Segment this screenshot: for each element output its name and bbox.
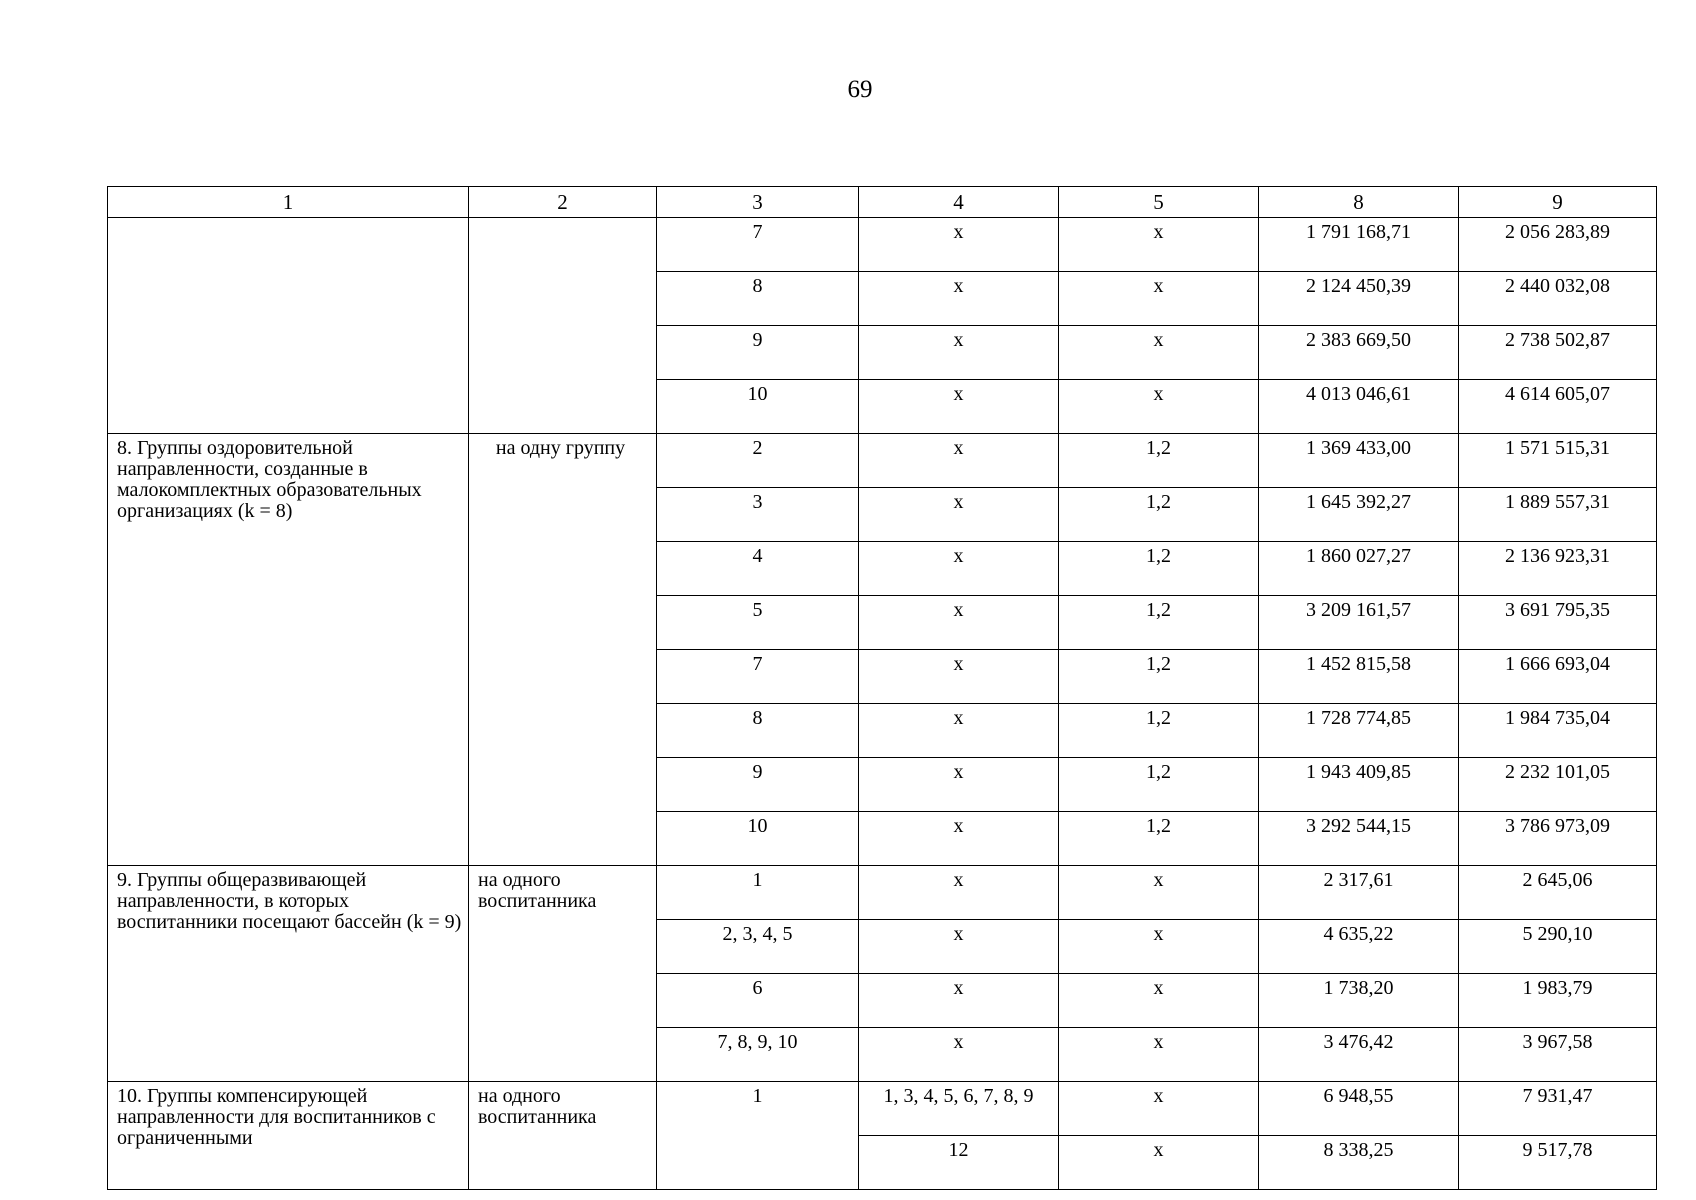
- cell-c9: 3 691 795,35: [1459, 596, 1657, 650]
- cell-c8: 1 791 168,71: [1259, 218, 1459, 272]
- cell-c5: 1,2: [1059, 704, 1259, 758]
- cell-c3: 2: [657, 434, 859, 488]
- cell-c8: 4 635,22: [1259, 920, 1459, 974]
- cell-c9: 1 666 693,04: [1459, 650, 1657, 704]
- cell-c4: 12: [859, 1136, 1059, 1190]
- cell-c4: x: [859, 326, 1059, 380]
- cell-c3: 2, 3, 4, 5: [657, 920, 859, 974]
- cell-c4: x: [859, 650, 1059, 704]
- table-row: [108, 218, 1657, 272]
- cell-c9: 3 967,58: [1459, 1028, 1657, 1082]
- cell-c8: 2 383 669,50: [1259, 326, 1459, 380]
- cell-c9: 5 290,10: [1459, 920, 1657, 974]
- table-row: [108, 866, 1657, 920]
- cell-c5: x: [1059, 380, 1259, 434]
- cell-c9: 1 889 557,31: [1459, 488, 1657, 542]
- cell-c5: x: [1059, 326, 1259, 380]
- cell-c4: x: [859, 1028, 1059, 1082]
- cell-c3: 6: [657, 974, 859, 1028]
- data-table: [107, 186, 1657, 1190]
- cell-c9: 9 517,78: [1459, 1136, 1657, 1190]
- cell-c4: x: [859, 974, 1059, 1028]
- group-label-cell: 8. Группы оздоровительной направленности, созданные в малокомплектных образовательных организациях (k = 8): [108, 434, 469, 866]
- cell-c8: 1 369 433,00: [1259, 434, 1459, 488]
- cell-c3: 4: [657, 542, 859, 596]
- cell-c3: 1: [657, 866, 859, 920]
- column-header: 9: [1459, 187, 1657, 218]
- cell-c3: 10: [657, 380, 859, 434]
- cell-c8: 1 738,20: [1259, 974, 1459, 1028]
- cell-c4: x: [859, 218, 1059, 272]
- unit-cell: на одного воспитанника: [469, 866, 657, 1082]
- cell-c8: 2 124 450,39: [1259, 272, 1459, 326]
- cell-c9: 2 645,06: [1459, 866, 1657, 920]
- column-header: 4: [859, 187, 1059, 218]
- cell-c8: 1 452 815,58: [1259, 650, 1459, 704]
- unit-cell: [469, 218, 657, 434]
- cell-c4: 1, 3, 4, 5, 6, 7, 8, 9: [859, 1082, 1059, 1136]
- column-header: 2: [469, 187, 657, 218]
- unit-cell: на одну группу: [469, 434, 657, 866]
- cell-c8: 1 943 409,85: [1259, 758, 1459, 812]
- cell-c3: 9: [657, 758, 859, 812]
- cell-c5: x: [1059, 974, 1259, 1028]
- cell-c4: x: [859, 812, 1059, 866]
- cell-c5: x: [1059, 1082, 1259, 1136]
- cell-c9: 1 571 515,31: [1459, 434, 1657, 488]
- cell-c3: 8: [657, 704, 859, 758]
- cell-c4: x: [859, 434, 1059, 488]
- cell-c8: 6 948,55: [1259, 1082, 1459, 1136]
- cell-c4: x: [859, 920, 1059, 974]
- cell-c5: x: [1059, 1028, 1259, 1082]
- cell-c8: 8 338,25: [1259, 1136, 1459, 1190]
- cell-c8: 4 013 046,61: [1259, 380, 1459, 434]
- cell-c8: 3 292 544,15: [1259, 812, 1459, 866]
- cell-c5: 1,2: [1059, 434, 1259, 488]
- cell-c5: x: [1059, 866, 1259, 920]
- cell-c4: x: [859, 704, 1059, 758]
- cell-c3: 9: [657, 326, 859, 380]
- cell-c4: x: [859, 488, 1059, 542]
- column-header: 5: [1059, 187, 1259, 218]
- unit-cell: на одного воспитанника: [469, 1082, 657, 1190]
- cell-c5: 1,2: [1059, 650, 1259, 704]
- cell-c3: 7: [657, 650, 859, 704]
- cell-c3: 7, 8, 9, 10: [657, 1028, 859, 1082]
- group-label-cell: 10. Группы компенсирующей направленности для воспитанников с ограниченными: [108, 1082, 469, 1190]
- table-row: [108, 1082, 1657, 1136]
- cell-c8: 1 860 027,27: [1259, 542, 1459, 596]
- cell-c8: 1 728 774,85: [1259, 704, 1459, 758]
- cell-c5: x: [1059, 218, 1259, 272]
- cell-c5: 1,2: [1059, 542, 1259, 596]
- cell-c3: 1: [657, 1082, 859, 1190]
- cell-c3: 5: [657, 596, 859, 650]
- cell-c8: 3 476,42: [1259, 1028, 1459, 1082]
- column-header: 1: [108, 187, 469, 218]
- page-number: 69: [847, 76, 873, 103]
- table-header-row: [108, 187, 1657, 218]
- cell-c9: 1 984 735,04: [1459, 704, 1657, 758]
- cell-c5: 1,2: [1059, 488, 1259, 542]
- cell-c8: 1 645 392,27: [1259, 488, 1459, 542]
- cell-c3: 7: [657, 218, 859, 272]
- cell-c4: x: [859, 542, 1059, 596]
- group-label-cell: [108, 218, 469, 434]
- table-row: [108, 434, 1657, 488]
- cell-c5: x: [1059, 1136, 1259, 1190]
- cell-c9: 4 614 605,07: [1459, 380, 1657, 434]
- cell-c9: 2 738 502,87: [1459, 326, 1657, 380]
- column-header: 3: [657, 187, 859, 218]
- cell-c4: x: [859, 380, 1059, 434]
- cell-c5: 1,2: [1059, 812, 1259, 866]
- cell-c9: 2 136 923,31: [1459, 542, 1657, 596]
- column-header: 8: [1259, 187, 1459, 218]
- cell-c4: x: [859, 758, 1059, 812]
- cell-c5: x: [1059, 272, 1259, 326]
- cell-c3: 8: [657, 272, 859, 326]
- cell-c8: 2 317,61: [1259, 866, 1459, 920]
- cell-c3: 3: [657, 488, 859, 542]
- cell-c9: 2 056 283,89: [1459, 218, 1657, 272]
- cell-c4: x: [859, 596, 1059, 650]
- cell-c4: x: [859, 866, 1059, 920]
- cell-c9: 3 786 973,09: [1459, 812, 1657, 866]
- cell-c9: 7 931,47: [1459, 1082, 1657, 1136]
- cell-c9: 2 440 032,08: [1459, 272, 1657, 326]
- cell-c8: 3 209 161,57: [1259, 596, 1459, 650]
- group-label-cell: 9. Группы общеразвивающей направленности, в которых воспитанники посещают бассейн (k = 9): [108, 866, 469, 1082]
- cell-c9: 1 983,79: [1459, 974, 1657, 1028]
- cell-c5: x: [1059, 920, 1259, 974]
- cell-c9: 2 232 101,05: [1459, 758, 1657, 812]
- cell-c5: 1,2: [1059, 596, 1259, 650]
- cell-c4: x: [859, 272, 1059, 326]
- cell-c5: 1,2: [1059, 758, 1259, 812]
- cell-c3: 10: [657, 812, 859, 866]
